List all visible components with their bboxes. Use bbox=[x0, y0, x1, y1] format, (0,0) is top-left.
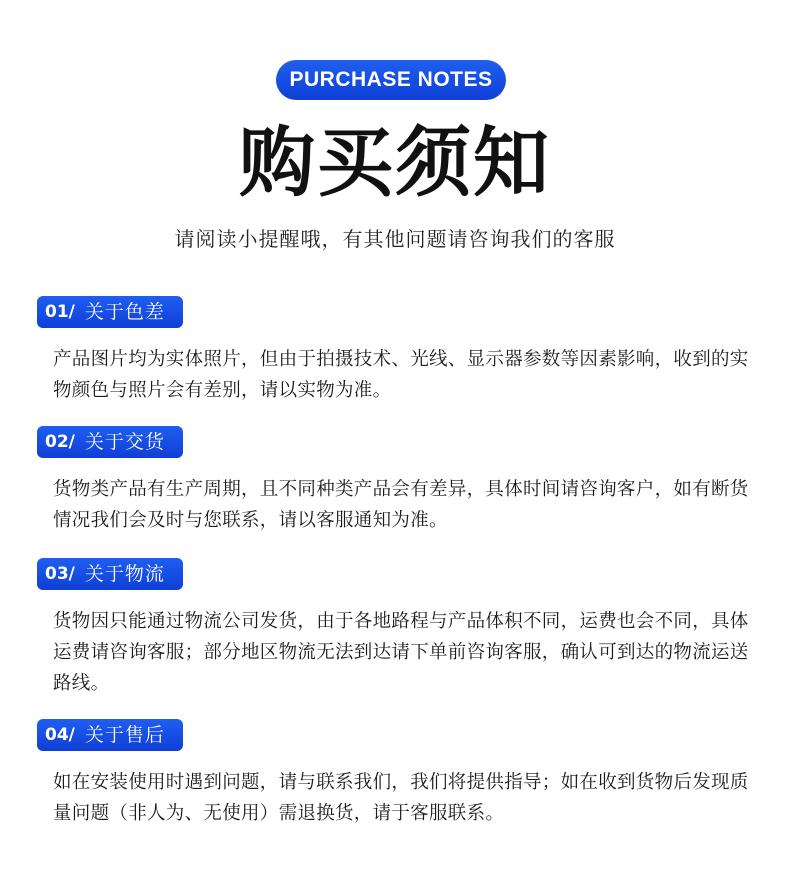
section-number: 03/ bbox=[45, 564, 75, 584]
section-title: 关于色差 bbox=[84, 301, 165, 323]
section-number: 02/ bbox=[45, 432, 75, 452]
page-subtitle: 请阅读小提醒哦，有其他问题请咨询我们的客服 bbox=[174, 227, 616, 251]
page-title: 购买须知 bbox=[239, 118, 551, 207]
section-body: 货物因只能通过物流公司发货，由于各地路程与产品体积不同，运费也会不同，具体运费请咨询客服；部分地区物流无法到达请下单前咨询客服，确认可到达的物流运送路线。 bbox=[53, 611, 749, 694]
purchase-notes-badge bbox=[276, 60, 506, 100]
section-tag bbox=[37, 719, 183, 751]
section-number: 01/ bbox=[45, 302, 75, 322]
section-tag bbox=[37, 426, 183, 458]
section-after-sales bbox=[37, 719, 767, 829]
section-title: 关于售后 bbox=[84, 724, 165, 746]
section-body: 如在安装使用时遇到问题，请与联系我们，我们将提供指导；如在收到货物后发现质量问题（非人为、无使用）需退换货，请于客服联系。 bbox=[53, 772, 749, 824]
section-tag bbox=[37, 296, 183, 328]
section-tag bbox=[37, 558, 183, 590]
section-body: 货物类产品有生产周期，且不同种类产品会有差异，具体时间请咨询客户，如有断货情况我们会及时与您联系，请以客服通知为准。 bbox=[53, 479, 749, 531]
section-title: 关于物流 bbox=[84, 563, 165, 585]
section-title: 关于交货 bbox=[84, 431, 165, 453]
section-color-difference bbox=[37, 296, 767, 406]
section-number: 04/ bbox=[45, 725, 75, 745]
section-delivery bbox=[37, 426, 767, 536]
badge-label: PURCHASE NOTES bbox=[289, 68, 493, 91]
section-body: 产品图片均为实体照片，但由于拍摄技术、光线、显示器参数等因素影响，收到的实物颜色与照片会有差别，请以实物为准。 bbox=[53, 349, 749, 401]
section-logistics bbox=[37, 558, 767, 699]
